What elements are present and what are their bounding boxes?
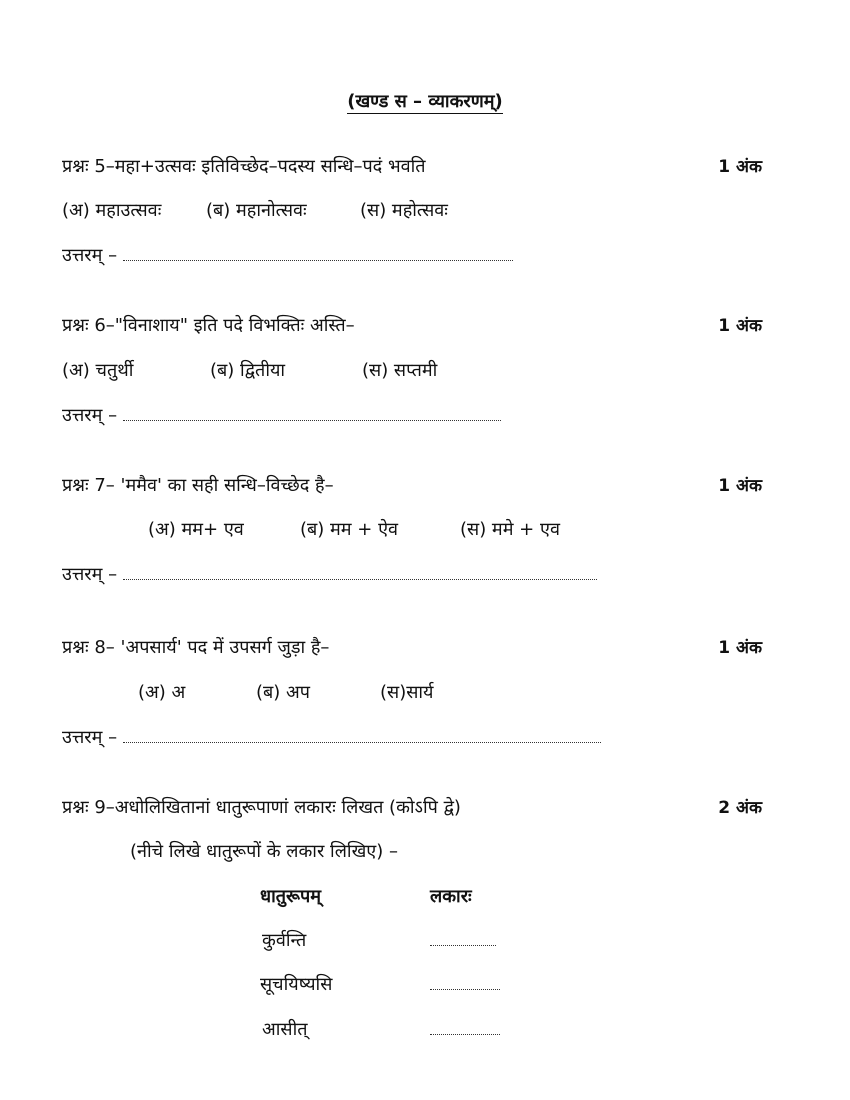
table-row-1-blank[interactable] xyxy=(430,929,496,953)
table-header-lakar: लकारः xyxy=(430,886,472,907)
q8-answer-line xyxy=(62,726,601,750)
table-header-dhaturupam: धातुरूपम् xyxy=(260,886,321,907)
question-8-marks: 1 अंक xyxy=(718,638,762,658)
question-5-text: प्रश्नः 5–महा+उत्सवः इतिविच्छेद–पदस्य सन्धि–पदं भवति xyxy=(62,156,426,177)
question-9-text: प्रश्नः 9–अधोलिखितानां धातुरूपाणां लकारः लिखत (कोऽपि द्वे) xyxy=(62,797,461,818)
q7-option-b: (ब) मम + ऐव xyxy=(300,519,399,540)
q8-option-b: (ब) अप xyxy=(256,682,311,703)
q5-option-b: (ब) महानोत्सवः xyxy=(206,200,307,221)
question-7-marks: 1 अंक xyxy=(718,476,762,496)
q7-answer-blank[interactable] xyxy=(123,567,597,580)
q6-answer-blank[interactable] xyxy=(123,408,501,421)
q8-answer-blank[interactable] xyxy=(123,730,601,743)
section-title xyxy=(0,90,850,114)
q8-option-a: (अ) अ xyxy=(138,682,186,703)
table-row-2: सूचयिष्यसि xyxy=(260,974,333,995)
q7-answer-line xyxy=(62,563,597,587)
q5-answer-label: उत्तरम् – xyxy=(62,245,118,266)
q8-option-c: (स)सार्य xyxy=(380,682,434,703)
table-row-3-blank[interactable] xyxy=(430,1018,500,1042)
question-7-text: प्रश्नः 7– 'ममैव' का सही सन्धि–विच्छेद है– xyxy=(62,475,334,496)
q6-answer-label: उत्तरम् – xyxy=(62,405,118,426)
table-row-2-blank[interactable] xyxy=(430,973,500,997)
question-6-text: प्रश्नः 6–"विनाशाय" इति पदे विभक्तिः अस्ति– xyxy=(62,315,355,336)
question-9-marks: 2 अंक xyxy=(718,798,762,818)
q6-option-c: (स) सप्तमी xyxy=(362,360,438,381)
table-row-3: आसीत् xyxy=(262,1019,308,1040)
q6-option-b: (ब) द्वितीया xyxy=(210,360,286,381)
q8-answer-label: उत्तरम् – xyxy=(62,727,118,748)
question-8-text: प्रश्नः 8– 'अपसार्य' पद में उपसर्ग जुड़ा है– xyxy=(62,637,330,658)
q5-option-a: (अ) महाउत्सवः xyxy=(62,200,162,221)
table-row-1: कुर्वन्ति xyxy=(262,930,307,951)
q6-answer-line xyxy=(62,404,501,428)
q7-option-a: (अ) मम+ एव xyxy=(148,519,244,540)
question-5-marks: 1 अंक xyxy=(718,157,762,177)
q6-option-a: (अ) चतुर्थी xyxy=(62,360,134,381)
q7-answer-label: उत्तरम् – xyxy=(62,564,118,585)
q5-option-c: (स) महोत्सवः xyxy=(360,200,448,221)
question-6-marks: 1 अंक xyxy=(718,316,762,336)
section-title-text: (खण्ड स – व्याकरणम्) xyxy=(347,91,503,112)
question-9-subtext: (नीचे लिखे धातुरूपों के लकार लिखिए) – xyxy=(130,841,398,862)
q7-option-c: (स) ममे + एव xyxy=(460,519,560,540)
q5-answer-blank[interactable] xyxy=(123,248,513,261)
q5-answer-line xyxy=(62,244,513,268)
